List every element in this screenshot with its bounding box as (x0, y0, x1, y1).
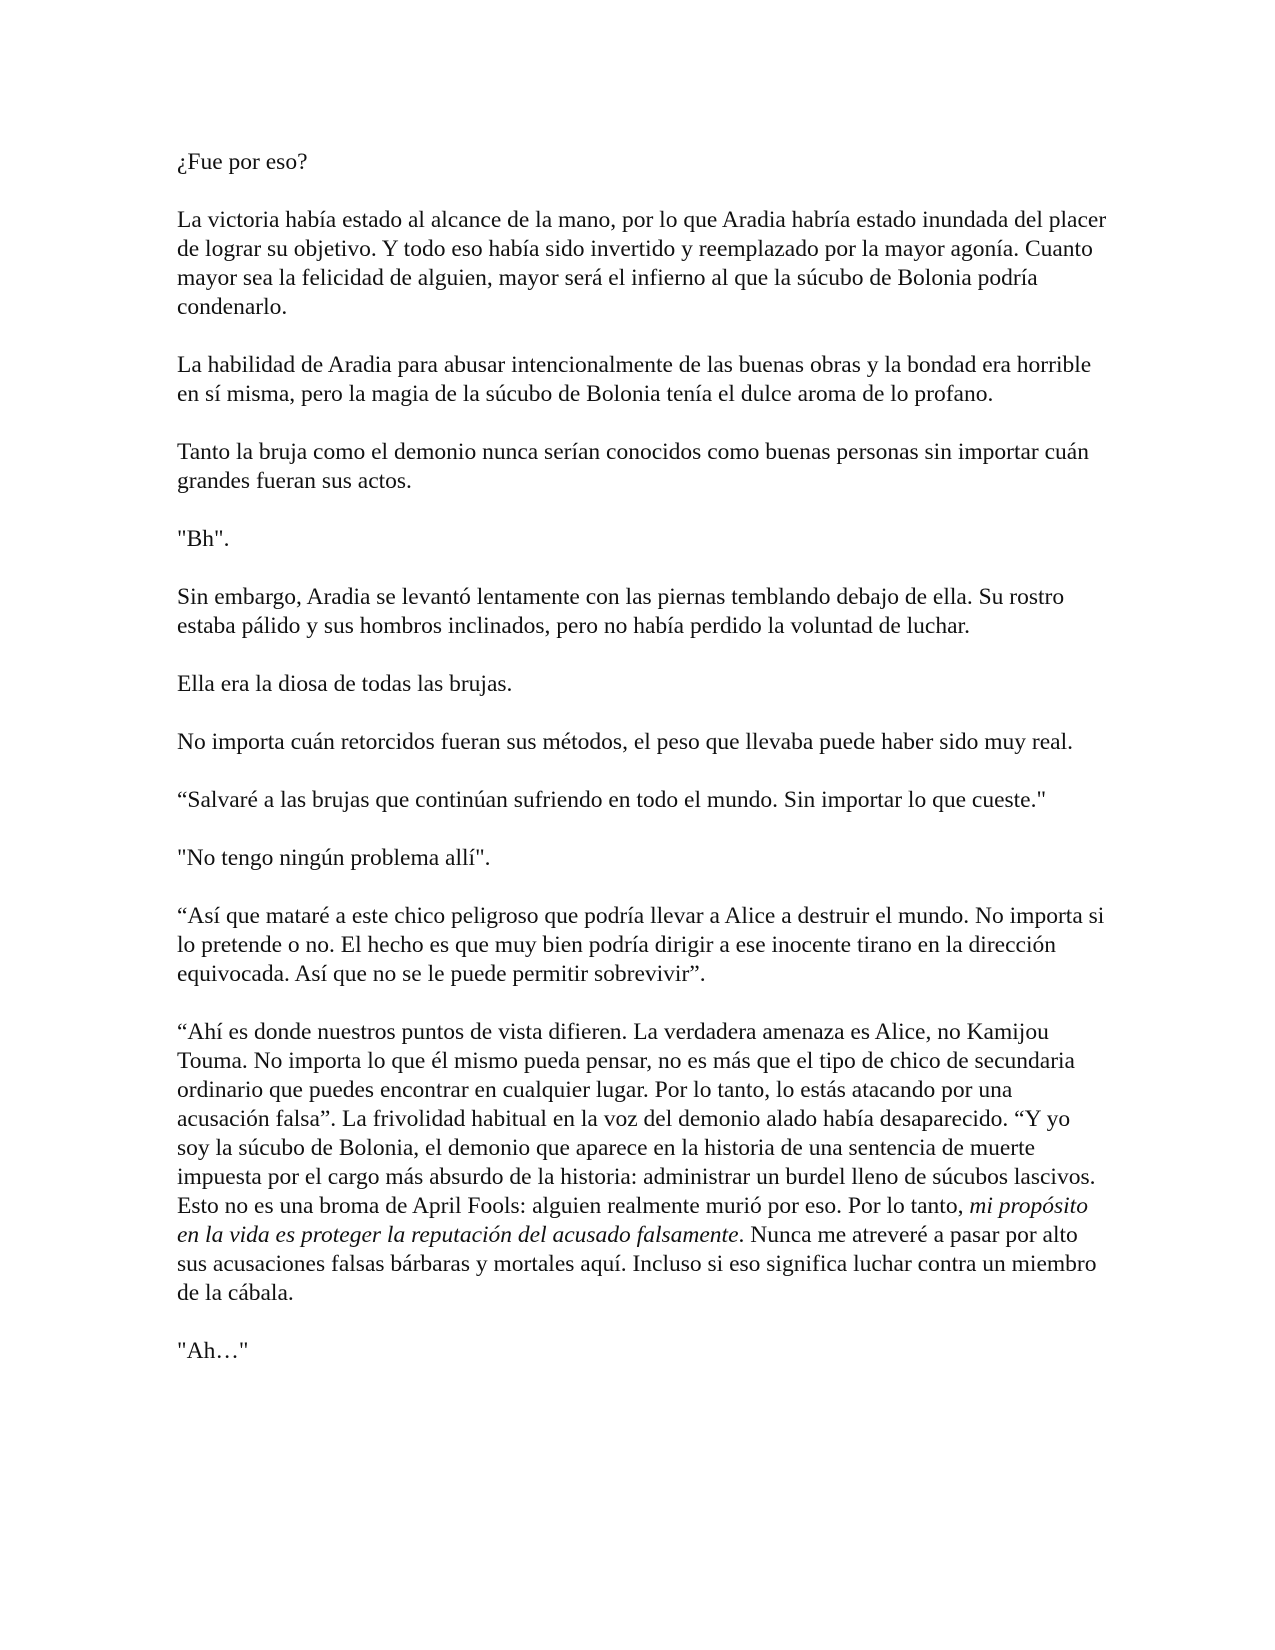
paragraph-victory: La victoria había estado al alcance de la mano, por lo que Aradia habría estado inundada del placer de lograr su objetivo. Y todo eso había sido invertido y reemplazado por la mayor agonía. Cuanto mayor sea la felicidad de alguien, mayor será el infierno al que la súcubo de Bolonia podría condenarlo. (177, 207, 1107, 320)
paragraph-save-witches: “Salvaré a las brujas que continúan sufriendo en todo el mundo. Sin importar lo que cueste." (177, 787, 1047, 813)
paragraph-ah: "Ah…" (177, 1338, 249, 1364)
paragraph-viewpoints (177, 1018, 1107, 1308)
paragraph-kill-boy: “Así que mataré a este chico peligroso que podría llevar a Alice a destruir el mundo. No importa si lo pretende o no. El hecho es que muy bien podría dirigir a ese inocente tirano en la dirección equivocada. Así que no se le puede permitir sobrevivir”. (177, 903, 1105, 987)
paragraph-no-problem: "No tengo ningún problema allí". (177, 845, 491, 871)
viewpoints-text-before: “Ahí es donde nuestros puntos de vista difieren. La verdadera amenaza es Alice, no Kamijou Touma. No importa lo que él mismo pueda pensar, no es más que el tipo de chico de secundaria ordinario que puedes encontrar en cualquier lugar. Por lo tanto, lo estás atacando por una acusación falsa”. La frivolidad habitual en la voz del demonio alado había desaparecido. “Y yo soy la súcubo de Bolonia, el demonio que aparece en la historia de una sentencia de muerte impuesta por el cargo más absurdo de la historia: administrar un burdel lleno de súcubos lascivos. Esto no es una broma de April Fools: alguien realmente murió por eso. Por lo tanto, (177, 1019, 1096, 1219)
paragraph-goddess: Ella era la diosa de todas las brujas. (177, 671, 513, 697)
paragraph-methods: No importa cuán retorcidos fueran sus métodos, el peso que llevaba puede haber sido muy real. (177, 729, 1073, 755)
paragraph-bh: "Bh". (177, 526, 230, 552)
viewpoints-text-after: . Nunca me atreveré a pasar por alto sus acusaciones falsas bárbaras y mortales aquí. Incluso si eso significa luchar contra un miembro de la cábala. (177, 1222, 1097, 1306)
paragraph-aradia-stands: Sin embargo, Aradia se levantó lentamente con las piernas temblando debajo de ella. Su rostro estaba pálido y sus hombros inclinados, pero no había perdido la voluntad de luchar. (177, 584, 1065, 639)
paragraph-aradia-ability: La habilidad de Aradia para abusar intencionalmente de las buenas obras y la bondad era horrible en sí misma, pero la magia de la súcubo de Bolonia tenía el dulce aroma de lo profano. (177, 352, 1092, 407)
document-page (177, 148, 1107, 1366)
viewpoints-italic-text: mi propósito en la vida es proteger la reputación del acusado falsamente (177, 1193, 1088, 1248)
paragraph-witch-demon: Tanto la bruja como el demonio nunca serían conocidos como buenas personas sin importar cuán grandes fueran sus actos. (177, 439, 1089, 494)
paragraph-question: ¿Fue por eso? (177, 149, 308, 175)
